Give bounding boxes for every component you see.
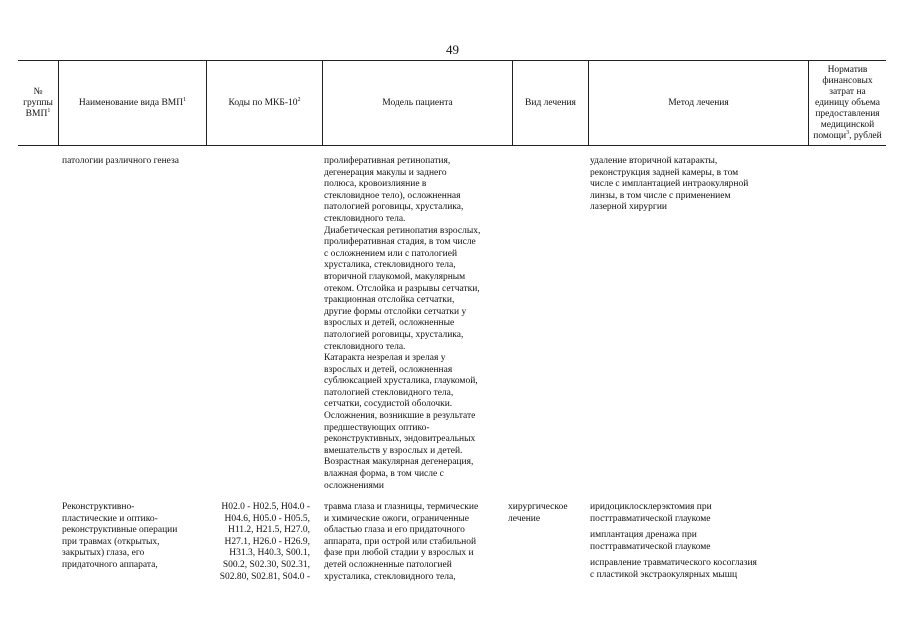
row2-method-item: исправление травматического косоглазия с пластикой экстраокулярных мышц <box>590 558 757 580</box>
row1-vmp-name: патологии различного генеза <box>62 156 179 166</box>
table-header <box>18 60 886 146</box>
header-financial-norm: Норматив финансовых затрат на единицу объема предоставления медицинской помощи$^3$, рублей <box>808 61 886 145</box>
row2-method-item: иридоциклосклерэктомия при посттравматической глаукоме <box>590 502 712 524</box>
row1-patient-model: пролиферативная ретинопатия, дегенерация макулы и заднего полюса, кровоизлияние в стекловидное тело), осложненная патологией роговицы, хрусталика, стекловидного тела. Диабетическая ретинопатия взрослых, пролиферативная стадия, в том числе с осложнением или с патологией хрусталика, стекловидного тела, вторичной глаукомой, макулярным отеком. Отслойка и разрывы сетчатки, тракционная отслойка сетчатки, другие формы отслойки сетчатки у взрослых и детей, осложненные патологией роговицы, хрусталика, стекловидного тела. Катаракта незрелая и зрелая у взрослых и детей, осложненная сублюксацией хрусталика, глаукомой, патологией стекловидного тела, сетчатки, сосудистой оболочки. Осложнения, возникшие в результате предшествующих оптико- реконструктивных, эндовитреальных вмешательств у взрослых и детей. Возрастная макулярная дегенерация, влажная форма, в том числе с осложнениями <box>324 156 481 491</box>
header-group-number: № группы ВМП$^1$ <box>23 86 53 119</box>
header-vmp-name: Наименование вида ВМП$^1$ <box>58 61 206 145</box>
row2-method-item: имплантация дренажа при посттравматической глаукоме <box>590 530 711 552</box>
row2-vmp-name: Реконструктивно- пластические и оптико- реконструктивные операции при травмах (открытых, закрытых) глаза, его придаточного аппарата, <box>62 502 178 570</box>
row2-icd-codes: H02.0 - H02.5, H04.0 - H04.6, H05.0 - H05.5, H11.2, H21.5, H27.0, H27.1, H26.0 - H26.9, H31.3, H40.3, S00.1, S00.2, S02.30, S02.31, S02.80, S02.81, S04.0 - <box>219 502 310 582</box>
page-number: 49 <box>446 42 459 57</box>
row2-treatment-type: хирургическое лечение <box>508 502 568 524</box>
header-patient-model: Модель пациента <box>322 61 512 145</box>
row1-treatment-method: удаление вторичной катаракты, реконструкция задней камеры, в том числе с имплантацией интраокулярной линзы, в том числе с применением лазерной хирургии <box>590 156 749 213</box>
header-treatment-method: Метод лечения <box>588 61 808 145</box>
row2-patient-model: травма глаза и глазницы, термические и химические ожоги, ограниченные областью глаза и его придаточного аппарата, при острой или стабильной фазе при любой стадии у взрослых и детей осложненные патологией хрусталика, стекловидного тела, <box>324 502 479 582</box>
header-icd-codes: Коды по МКБ-$10^2$ <box>206 61 322 145</box>
header-treatment-type: Вид лечения <box>512 61 588 145</box>
